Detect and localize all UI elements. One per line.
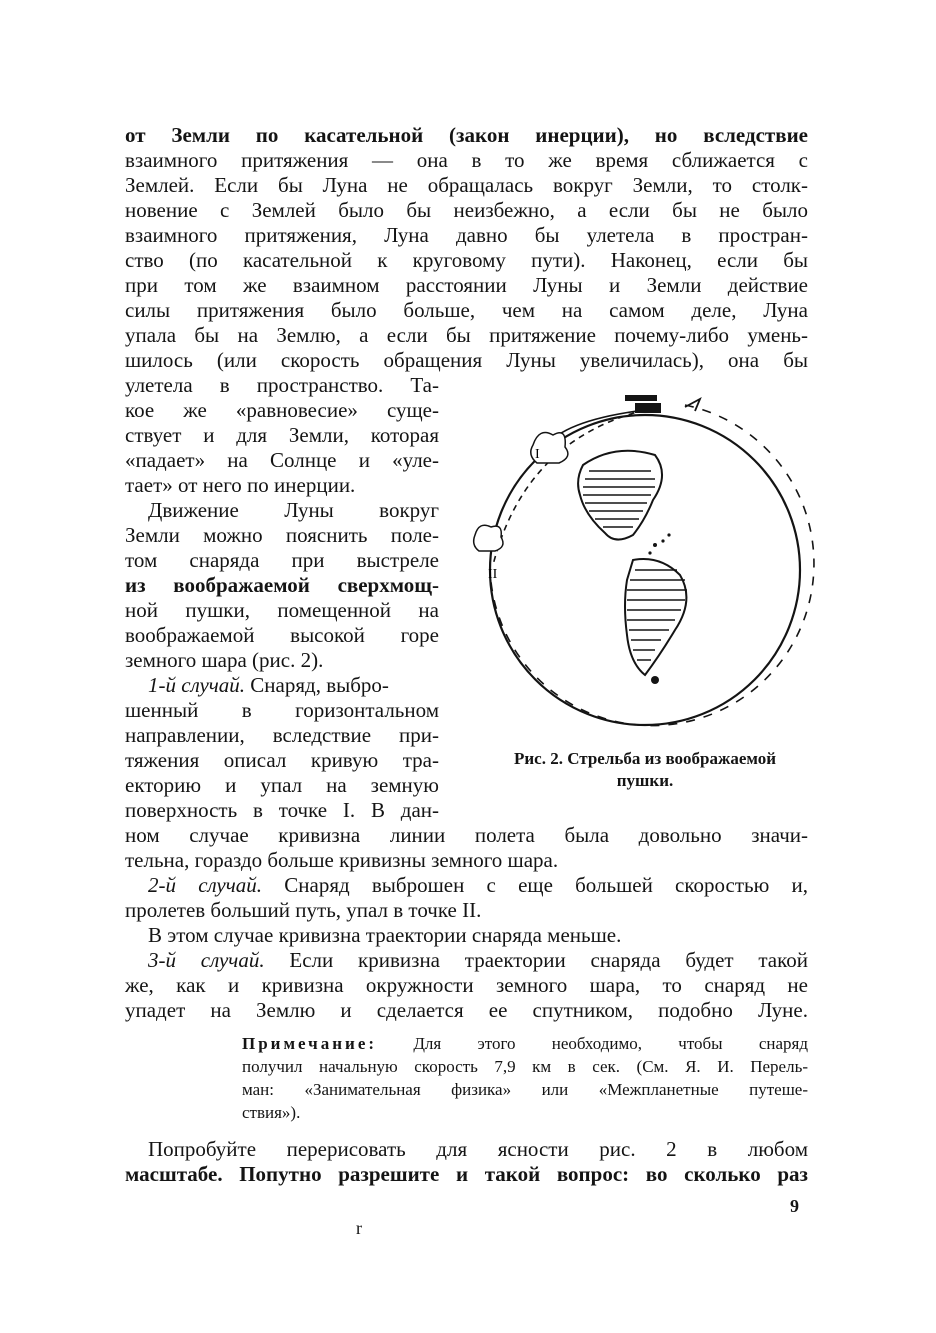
text-line: упадет на Землю и сделается ее спутником, подобно Луне. xyxy=(125,998,808,1022)
text-line: же, как и кривизна окружности земного шара, то снаряд не xyxy=(125,973,808,997)
column-text-line: ной пушки, помещенной на xyxy=(125,598,439,622)
figure-cannon-earth xyxy=(455,385,815,740)
case-label: 1-й случай. xyxy=(148,673,246,697)
cannon-icon xyxy=(635,403,661,413)
text-line: масштабе. Попутно разрешите и такой вопрос: во сколько раз xyxy=(125,1162,808,1186)
text-line: Землей. Если бы Луна не обращалась вокруг Земли, то столк- xyxy=(125,173,808,197)
case-text: Снаряд выброшен с еще большей скоростью и, xyxy=(284,873,808,897)
column-text-line xyxy=(148,673,439,698)
column-text-line: ствует и для Земли, которая xyxy=(125,423,439,447)
islands-icon xyxy=(648,533,670,554)
column-text-line: тает» от него по инерции. xyxy=(125,473,356,497)
text-line: новение с Землей было бы неизбежно, а если бы не было xyxy=(125,198,808,222)
note-line xyxy=(242,1032,808,1055)
note-label: Примечание: xyxy=(242,1034,378,1053)
figure-caption-line2: пушки. xyxy=(616,771,674,790)
column-text-line: шенный в горизонтальном xyxy=(125,698,439,722)
column-text-line: направлении, вследствие при- xyxy=(125,723,439,747)
column-text-line: тяжения описал кривую тра- xyxy=(125,748,439,772)
column-text-line: «падает» на Солнце и «уле- xyxy=(125,448,439,472)
column-text-line: поверхность в точке I. В дан- xyxy=(125,798,439,822)
text-line: В этом случае кривизна траектории снаряда меньше. xyxy=(148,923,622,947)
note-line: ман: «Занимательная физика» или «Межпланетные путеше- xyxy=(242,1080,808,1099)
text-line: пролетев больший путь, упал в точке II. xyxy=(125,898,482,922)
point-label-2: II xyxy=(488,567,498,582)
note-line: получил начальную скорость 7,9 км в сек. (См. Я. И. Перель- xyxy=(242,1057,808,1076)
column-text-line: из воображаемой сверхмощ- xyxy=(125,573,439,597)
arrow-icon xyxy=(685,399,700,411)
case-label: 2-й случай. xyxy=(148,873,263,897)
text-line: от Земли по касательной (закон инерции), но вследствие xyxy=(125,123,808,147)
column-text-line: екторию и упал на земную xyxy=(125,773,439,797)
text-line: Попробуйте перерисовать для ясности рис. 2 в любом xyxy=(148,1137,808,1161)
text-line: упала бы на Землю, а если бы притяжение почему-либо умень- xyxy=(125,323,808,347)
column-text-line: Движение Луны вокруг xyxy=(148,498,439,522)
continent-north-america-icon xyxy=(578,451,662,540)
text-line xyxy=(148,873,808,898)
text-line: взаимного притяжения, Луна давно бы улетела в простран- xyxy=(125,223,808,247)
column-text-line: кое же «равновесие» суще- xyxy=(125,398,439,422)
mountain-icon xyxy=(474,525,503,551)
text-line: при том же взаимном расстоянии Луны и Земли действие xyxy=(125,273,808,297)
column-text-line: Земли можно пояснить поле- xyxy=(125,523,439,547)
note-text: Для этого необходимо, чтобы снаряд xyxy=(413,1034,808,1053)
text-line xyxy=(148,948,808,973)
note-line: ствия»). xyxy=(242,1103,301,1122)
text-line: силы притяжения было больше, чем на самом деле, Луна xyxy=(125,298,808,322)
text-line: шилось (или скорость обращения Луны увеличилась), она бы xyxy=(125,348,808,372)
text-line: взаимного притяжения — она в то же время сближается с xyxy=(125,148,808,172)
margin-mark: r xyxy=(356,1218,362,1238)
column-text-line: улетела в пространство. Та- xyxy=(125,373,439,397)
cannon-barrel-icon xyxy=(625,395,657,401)
figure-caption: Рис. 2. Стрельба из воображаемой xyxy=(513,749,777,768)
text-line: ство (по касательной к круговому пути). Наконец, если бы xyxy=(125,248,808,272)
case-label: 3-й случай. xyxy=(148,948,265,972)
column-text-line: земного шара (рис. 2). xyxy=(125,648,324,672)
text-line: тельна, гораздо больше кривизны земного шара. xyxy=(125,848,559,872)
case-text: Снаряд, выбро- xyxy=(250,673,389,697)
point-label-1: I xyxy=(535,447,540,462)
column-text-line: том снаряда при выстреле xyxy=(125,548,439,572)
text-line: ном случае кривизна линии полета была довольно значи- xyxy=(125,823,808,847)
case-text: Если кривизна траектории снаряда будет такой xyxy=(289,948,808,972)
column-text-line: воображаемой высокой горе xyxy=(125,623,439,647)
continent-south-america-icon xyxy=(625,559,687,684)
page-number: 9 xyxy=(790,1196,799,1216)
